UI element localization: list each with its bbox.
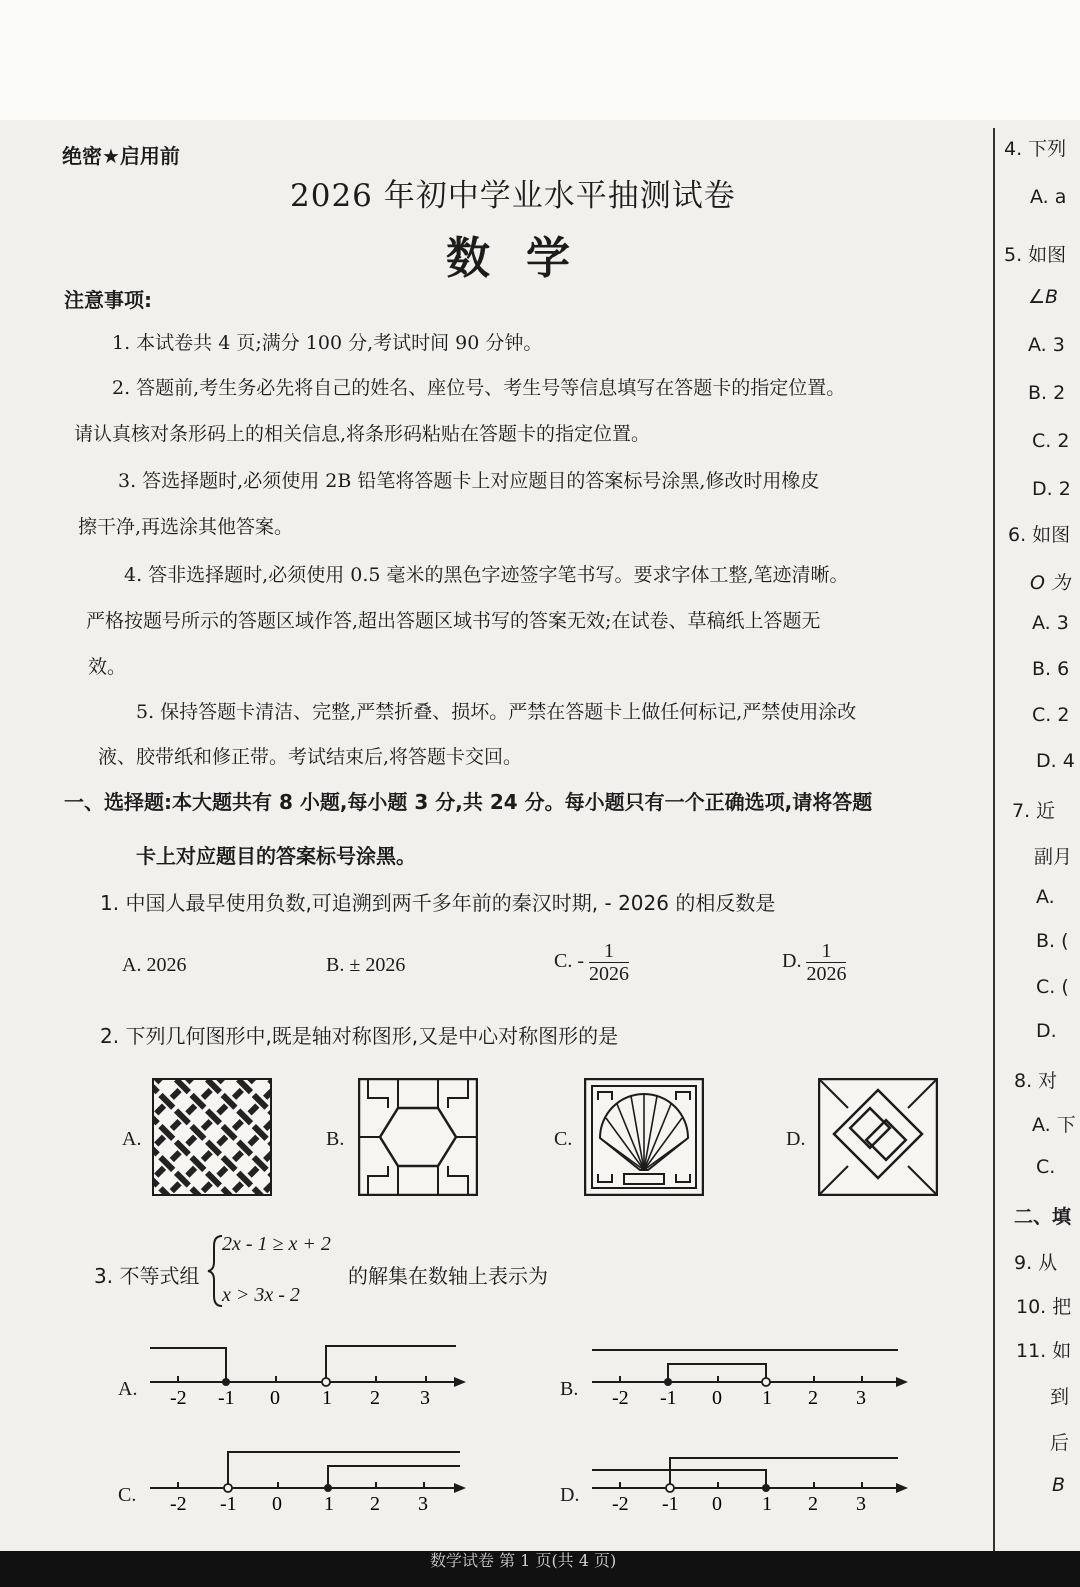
tick-label: -2: [612, 1493, 629, 1515]
right-col-line: A.: [1036, 886, 1055, 908]
right-col-line: O 为: [1030, 572, 1070, 594]
right-col-line: B: [1052, 1474, 1066, 1496]
tick-label: 2: [808, 1493, 818, 1515]
right-col-line: A. a: [1030, 186, 1067, 208]
tick-label: -2: [612, 1387, 629, 1409]
q1-option-c: [554, 940, 629, 985]
right-col-line: 到: [1050, 1386, 1070, 1408]
tick-label: 3: [856, 1493, 866, 1515]
right-col-line: A. 3: [1032, 612, 1069, 634]
q1-option-d-prefix: D.: [782, 950, 802, 973]
right-col-line: C. 2: [1032, 430, 1070, 452]
number-line-c: [148, 1444, 468, 1516]
tick-label: -2: [170, 1387, 187, 1409]
figure-b-hexagon-window: [358, 1078, 478, 1196]
tick-label: 2: [370, 1387, 380, 1409]
right-col-line: 二、填: [1014, 1206, 1072, 1228]
q2-label-b: B.: [326, 1128, 345, 1150]
number-line-a: [148, 1338, 468, 1410]
tick-label: 1: [762, 1387, 772, 1409]
tick-label: 1: [324, 1493, 334, 1515]
notice-line: 5. 保持答题卡清洁、完整,严禁折叠、损坏。严禁在答题卡上做任何标记,严禁使用涂改: [136, 701, 857, 723]
tick-label: -2: [170, 1493, 187, 1515]
fraction-denominator: 2026: [806, 963, 847, 985]
q1-option-d: [782, 940, 846, 985]
figure-d-interlock-window: [818, 1078, 938, 1196]
page-top-margin: [0, 0, 1080, 120]
right-col-line: ∠B: [1028, 286, 1059, 308]
tick-label: 0: [272, 1493, 282, 1515]
right-col-line: 后: [1050, 1432, 1070, 1454]
q3-label-b: B.: [560, 1378, 579, 1400]
figure-c-fan-window: [584, 1078, 704, 1196]
right-col-line: B. (: [1036, 930, 1069, 952]
question-2-stem: 2. 下列几何图形中,既是轴对称图形,又是中心对称图形的是: [100, 1024, 619, 1048]
fraction-numerator: 1: [589, 940, 629, 963]
tick-label: 1: [762, 1493, 772, 1515]
section-heading: 一、选择题:本大题共有 8 小题,每小题 3 分,共 24 分。每小题只有一个正确选项,请将答题: [64, 790, 873, 814]
right-col-line: A. 3: [1028, 334, 1065, 356]
notice-line: 效。: [88, 656, 127, 678]
right-col-line: 7. 近: [1012, 800, 1056, 822]
right-col-line: D.: [1036, 1020, 1057, 1042]
right-col-line: 副月: [1034, 846, 1073, 868]
right-col-line: 6. 如图: [1008, 524, 1071, 546]
confidential-mark: 绝密★启用前: [62, 144, 180, 168]
notice-line: 擦干净,再选涂其他答案。: [78, 516, 294, 538]
q1-option-b: B. ± 2026: [326, 954, 406, 976]
notice-line: 严格按题号所示的答题区域作答,超出答题区域书写的答案无效;在试卷、草稿纸上答题无: [86, 610, 821, 632]
tick-label: -1: [220, 1493, 237, 1515]
inequality-1: 2x - 1 ≥ x + 2: [222, 1233, 331, 1255]
tick-label: 1: [322, 1387, 332, 1409]
section-heading-cont: 卡上对应题目的答案标号涂黑。: [136, 844, 416, 868]
notice-line: 请认真核对条形码上的相关信息,将条形码粘贴在答题卡的指定位置。: [74, 423, 651, 445]
right-col-line: C. 2: [1032, 704, 1070, 726]
q3-label-a: A.: [118, 1378, 138, 1400]
right-col-line: 8. 对: [1014, 1070, 1058, 1092]
right-col-line: C. (: [1036, 976, 1069, 998]
number-line-b: [590, 1338, 910, 1410]
q2-label-c: C.: [554, 1128, 573, 1150]
tick-label: 0: [712, 1387, 722, 1409]
right-col-line: 5. 如图: [1004, 244, 1067, 266]
tick-label: 3: [420, 1387, 430, 1409]
exam-title: 2026 年初中学业水平抽测试卷: [290, 178, 736, 214]
inequality-2: x > 3x - 2: [222, 1284, 300, 1306]
notice-line: 3. 答选择题时,必须使用 2B 铅笔将答题卡上对应题目的答案标号涂黑,修改时用橡皮: [118, 470, 820, 492]
figure-a-woven-lattice: [152, 1078, 272, 1196]
q3-label-c: C.: [118, 1484, 137, 1506]
question-3-prefix: 3. 不等式组: [94, 1264, 200, 1288]
q1-option-d-fraction: [806, 940, 846, 985]
q2-label-d: D.: [786, 1128, 806, 1150]
right-col-line: D. 2: [1032, 478, 1071, 500]
tick-label: -1: [218, 1387, 235, 1409]
notice-heading: 注意事项:: [64, 288, 152, 312]
right-col-line: C.: [1036, 1156, 1056, 1178]
right-col-line: D. 4: [1036, 750, 1075, 772]
column-divider: [993, 128, 995, 1568]
q1-option-a: A. 2026: [122, 954, 187, 976]
tick-label: -1: [660, 1387, 677, 1409]
right-col-line: 10. 把: [1016, 1296, 1072, 1318]
fraction-numerator: 1: [806, 940, 846, 963]
notice-line: 1. 本试卷共 4 页;满分 100 分,考试时间 90 分钟。: [112, 332, 543, 354]
right-col-line: 4. 下列: [1004, 138, 1067, 160]
tick-label: 0: [270, 1387, 280, 1409]
right-col-line: A. 下: [1032, 1114, 1076, 1136]
tick-label: 2: [808, 1387, 818, 1409]
tick-label: 3: [856, 1387, 866, 1409]
tick-label: 3: [418, 1493, 428, 1515]
tick-label: 2: [370, 1493, 380, 1515]
notice-line: 4. 答非选择题时,必须使用 0.5 毫米的黑色字迹签字笔书写。要求字体工整,笔迹清晰。: [124, 564, 849, 586]
right-col-line: B. 6: [1032, 658, 1070, 680]
subject-title: 数学: [446, 233, 606, 284]
q1-option-c-prefix: C. -: [554, 950, 584, 973]
q1-option-c-fraction: [589, 940, 629, 985]
question-3-suffix: 的解集在数轴上表示为: [348, 1264, 548, 1288]
q3-label-d: D.: [560, 1484, 580, 1506]
notice-line: 液、胶带纸和修正带。考试结束后,将答题卡交回。: [98, 746, 523, 768]
right-col-line: 11. 如: [1016, 1340, 1072, 1362]
tick-label: -1: [662, 1493, 679, 1515]
right-col-line: 9. 从: [1014, 1252, 1058, 1274]
notice-line: 2. 答题前,考生务必先将自己的姓名、座位号、考生号等信息填写在答题卡的指定位置。: [112, 377, 846, 399]
number-line-d: [590, 1444, 910, 1516]
tick-label: 0: [712, 1493, 722, 1515]
q2-label-a: A.: [122, 1128, 142, 1150]
page-footer: 数学试卷 第 1 页(共 4 页): [430, 1551, 617, 1570]
fraction-denominator: 2026: [589, 963, 629, 985]
question-1-stem: 1. 中国人最早使用负数,可追溯到两千多年前的秦汉时期, - 2026 的相反数是: [100, 891, 776, 915]
right-col-line: B. 2: [1028, 382, 1066, 404]
